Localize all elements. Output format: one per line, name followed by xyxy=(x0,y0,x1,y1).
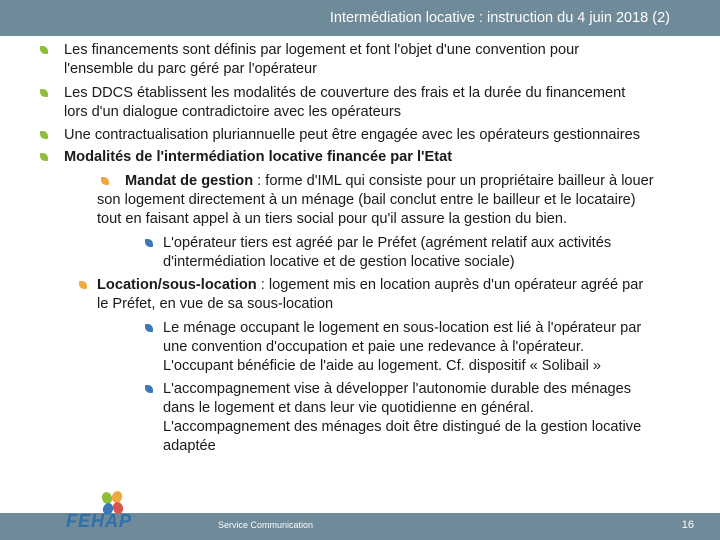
item-2-line-1: Les DDCS établissent les modalités de couverture des frais et la durée du financement xyxy=(64,85,626,101)
footer-service: Service Communication xyxy=(218,520,314,530)
location-sub2-line-4: adaptée xyxy=(163,438,216,454)
item-4-heading: Modalités de l'intermédiation locative financée par l'Etat xyxy=(64,149,453,165)
location-sub2-line-3: L'accompagnement des ménages doit être distingué de la gestion locative xyxy=(163,419,642,435)
location-sub1-line-3: L'occupant bénéficie de l'aide au logement. Cf. dispositif « Solibail » xyxy=(163,358,601,374)
mandat-term: Mandat de gestion xyxy=(125,173,254,189)
mandat-sub-line-1: L'opérateur tiers est agréé par le Préfet (agrément relatif aux activités xyxy=(163,235,612,251)
mandat-rest: : forme d'IML qui consiste pour un propriétaire bailleur à louer xyxy=(253,173,654,189)
location-sub1-line-1: Le ménage occupant le logement en sous-location est lié à l'opérateur par xyxy=(163,320,642,336)
bullet-icon xyxy=(40,89,48,97)
location-sub2-line-1: L'accompagnement vise à développer l'autonomie durable des ménages xyxy=(163,381,632,397)
location-line-2: le Préfet, en vue de sa sous-location xyxy=(97,296,334,312)
location-sub2-line-2: dans le logement et dans leur vie quotidienne en général. xyxy=(163,400,534,416)
bullet-icon xyxy=(145,239,153,247)
bullet-icon xyxy=(145,385,153,393)
mandat-sub-line-2: d'intermédiation locative et de gestion locative sociale) xyxy=(163,254,515,270)
location-rest: : logement mis en location auprès d'un opérateur agréé par xyxy=(256,277,644,293)
item-2-line-2: lors d'un dialogue contradictoire avec les opérateurs xyxy=(64,104,402,120)
bullet-icon xyxy=(145,324,153,332)
item-3-line-1: Une contractualisation pluriannuelle peut être engagée avec les opérateurs gestionnaires xyxy=(64,127,641,143)
location-term: Location/sous-location xyxy=(97,277,257,293)
bullet-icon xyxy=(101,177,109,185)
bullet-icon xyxy=(79,281,87,289)
page-number: 16 xyxy=(681,519,694,531)
bullet-icon xyxy=(40,46,48,54)
item-1-line-1: Les financements sont définis par logement et font l'objet d'une convention pour xyxy=(64,42,580,58)
mandat-line-3: tout en faisant appel à un tiers social pour qu'il assure la gestion du bien. xyxy=(97,211,568,227)
location-line-1 xyxy=(97,276,643,295)
bullet-icon xyxy=(40,153,48,161)
bullet-icon xyxy=(40,131,48,139)
mandat-line-2: son logement directement à un ménage (bail conclut entre le bailleur et le locataire) xyxy=(97,192,636,208)
slide-title: Intermédiation locative : instruction du 4 juin 2018 (2) xyxy=(329,10,670,26)
mandat-line-1 xyxy=(125,172,654,191)
item-1-line-2: l'ensemble du parc géré par l'opérateur xyxy=(64,61,318,77)
fehap-logo-text: FEHAP xyxy=(66,511,133,531)
location-sub1-line-2: une convention d'occupation et paie une redevance à l'opérateur. xyxy=(163,339,584,355)
